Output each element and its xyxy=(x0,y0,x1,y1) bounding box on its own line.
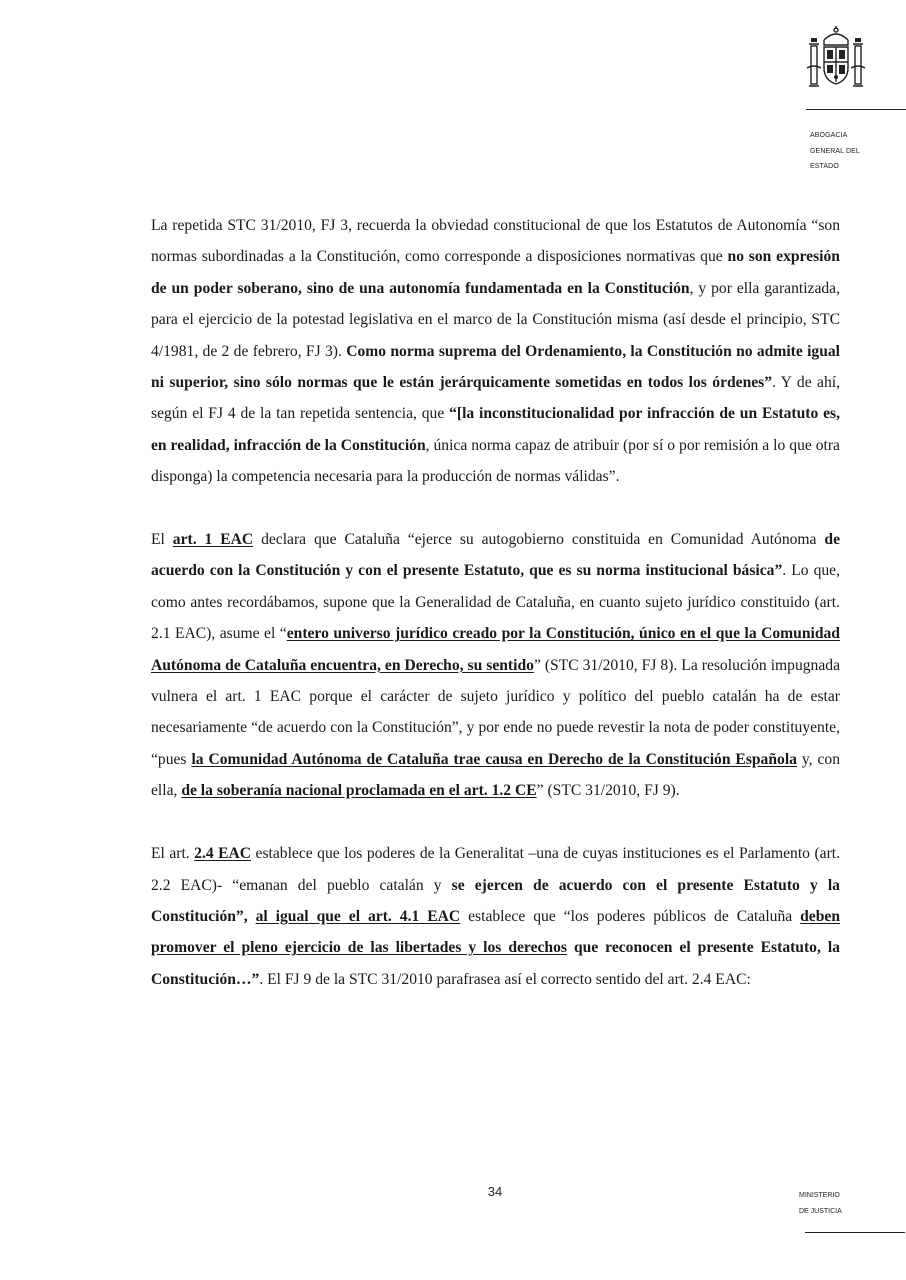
emphasis xyxy=(191,751,797,768)
paragraph xyxy=(151,524,840,807)
bold-text: que reconocen el presente Estatuto, la Constitución…” xyxy=(151,939,840,988)
text-run: declara que Cataluña “ejerce su autogobierno constituida en Comunidad Autónoma xyxy=(253,531,825,549)
text-run xyxy=(248,908,256,925)
underlined-text: de la soberanía nacional proclamada en el art. 1.2 CE xyxy=(181,782,537,800)
page-number: 34 xyxy=(487,1184,503,1199)
bold-text: “[la inconstitucionalidad por infracción de un Estatuto es, en realidad, infracción de la Constitución xyxy=(151,405,840,454)
bold-text: Como norma suprema del Ordenamiento, la Constitución no admite igual ni superior, sino sólo normas que le están jerárquicamente sometidas en todos los órdenes” xyxy=(151,342,841,392)
text-run: El xyxy=(151,531,173,549)
text-run: El art. xyxy=(151,845,195,863)
bold-text: no son expresión de un poder soberano, sino de una autonomía fundamentada en la Constitución xyxy=(151,248,840,297)
text-run: ” (STC 31/2010, FJ 8). La resolución impugnada vulnera el art. 1 EAC porque el carácter de sujeto jurídico y político del pueblo catalán ha de estar necesariamente “de acuerdo con la Constitución”, y por ende no puede revestir la nota de poder constituyente, “pues xyxy=(151,656,840,768)
underlined-text: entero universo jurídico creado por la Constitución, único en el que la Comunidad Autónoma de Cataluña encuentra, en Derecho, su sentido xyxy=(151,625,840,674)
text-run: , única norma capaz de atribuir (por sí o por remisión a lo que otra disponga) la competencia necesaria para la producción de normas válidas”. xyxy=(151,436,840,486)
bold-text: de acuerdo con la Constitución y con el presente Estatuto, que es su norma institucional básica” xyxy=(151,531,840,580)
office-name xyxy=(810,128,860,175)
emphasis xyxy=(194,845,251,862)
text-run: , y por ella garantizada, para el ejercicio de la potestad legislativa en el marco de la Constitución misma (así desde el principio, STC 4/1981, de 2 de febrero, FJ 3). xyxy=(151,279,840,360)
underlined-text: deben promover el pleno ejercicio de las libertades y los derechos xyxy=(151,907,840,957)
emphasis xyxy=(181,782,536,799)
text-run: . Lo que, como antes recordábamos, supone que la Generalidad de Cataluña, en cuanto sujeto jurídico constituido (art. 2.1 EAC), asume el “ xyxy=(151,562,840,643)
paragraph xyxy=(151,838,840,995)
underlined-text: art. 1 EAC xyxy=(172,531,254,549)
text-run: . El FJ 9 de la STC 31/2010 parafrasea así el correcto sentido del art. 2.4 EAC: xyxy=(259,970,751,988)
document-body xyxy=(151,210,840,995)
ministry-line: MINISTERIO xyxy=(799,1192,840,1199)
text-run: La repetida STC 31/2010, FJ 3, recuerda la obviedad constitucional de que los Estatutos de Autonomía “son normas subordinadas a la Constitución, como corresponde a disposiciones normativas que xyxy=(151,217,840,266)
office-line: ESTADO xyxy=(810,163,839,170)
paragraph xyxy=(151,210,840,493)
ministry-line: DE JUSTICIA xyxy=(799,1208,842,1215)
text-run xyxy=(567,939,574,956)
text-run: . Y de ahí, según el FJ 4 de la tan repetida sentencia, que xyxy=(151,374,841,423)
text-run: establece que “los poderes públicos de Cataluña xyxy=(460,907,801,925)
text-run: establece que los poderes de la Generalitat –una de cuyas instituciones es el Parlamento (art. 2.2 EAC)- “emanan del pueblo catalán y xyxy=(151,845,840,894)
footer-rule xyxy=(805,1232,905,1233)
underlined-text: al igual que el art. 4.1 EAC xyxy=(255,907,461,925)
office-line: GENERAL DEL xyxy=(810,147,860,155)
underlined-text: la Comunidad Autónoma de Cataluña trae causa en Derecho de la Constitución Española xyxy=(191,750,797,768)
header-rule xyxy=(806,109,906,110)
emphasis xyxy=(256,908,461,925)
coat-of-arms-of-spain-icon xyxy=(804,24,868,94)
text-run: ” (STC 31/2010, FJ 9). xyxy=(536,782,680,800)
ministry-name xyxy=(799,1188,842,1220)
underlined-text: 2.4 EAC xyxy=(194,845,252,863)
office-line: ABOGACIA xyxy=(810,132,848,139)
bold-text: se ejercen de acuerdo con el presente Estatuto y la Constitución”, xyxy=(151,876,840,925)
text-run: y, con ella, xyxy=(151,750,840,800)
emphasis xyxy=(173,531,253,548)
